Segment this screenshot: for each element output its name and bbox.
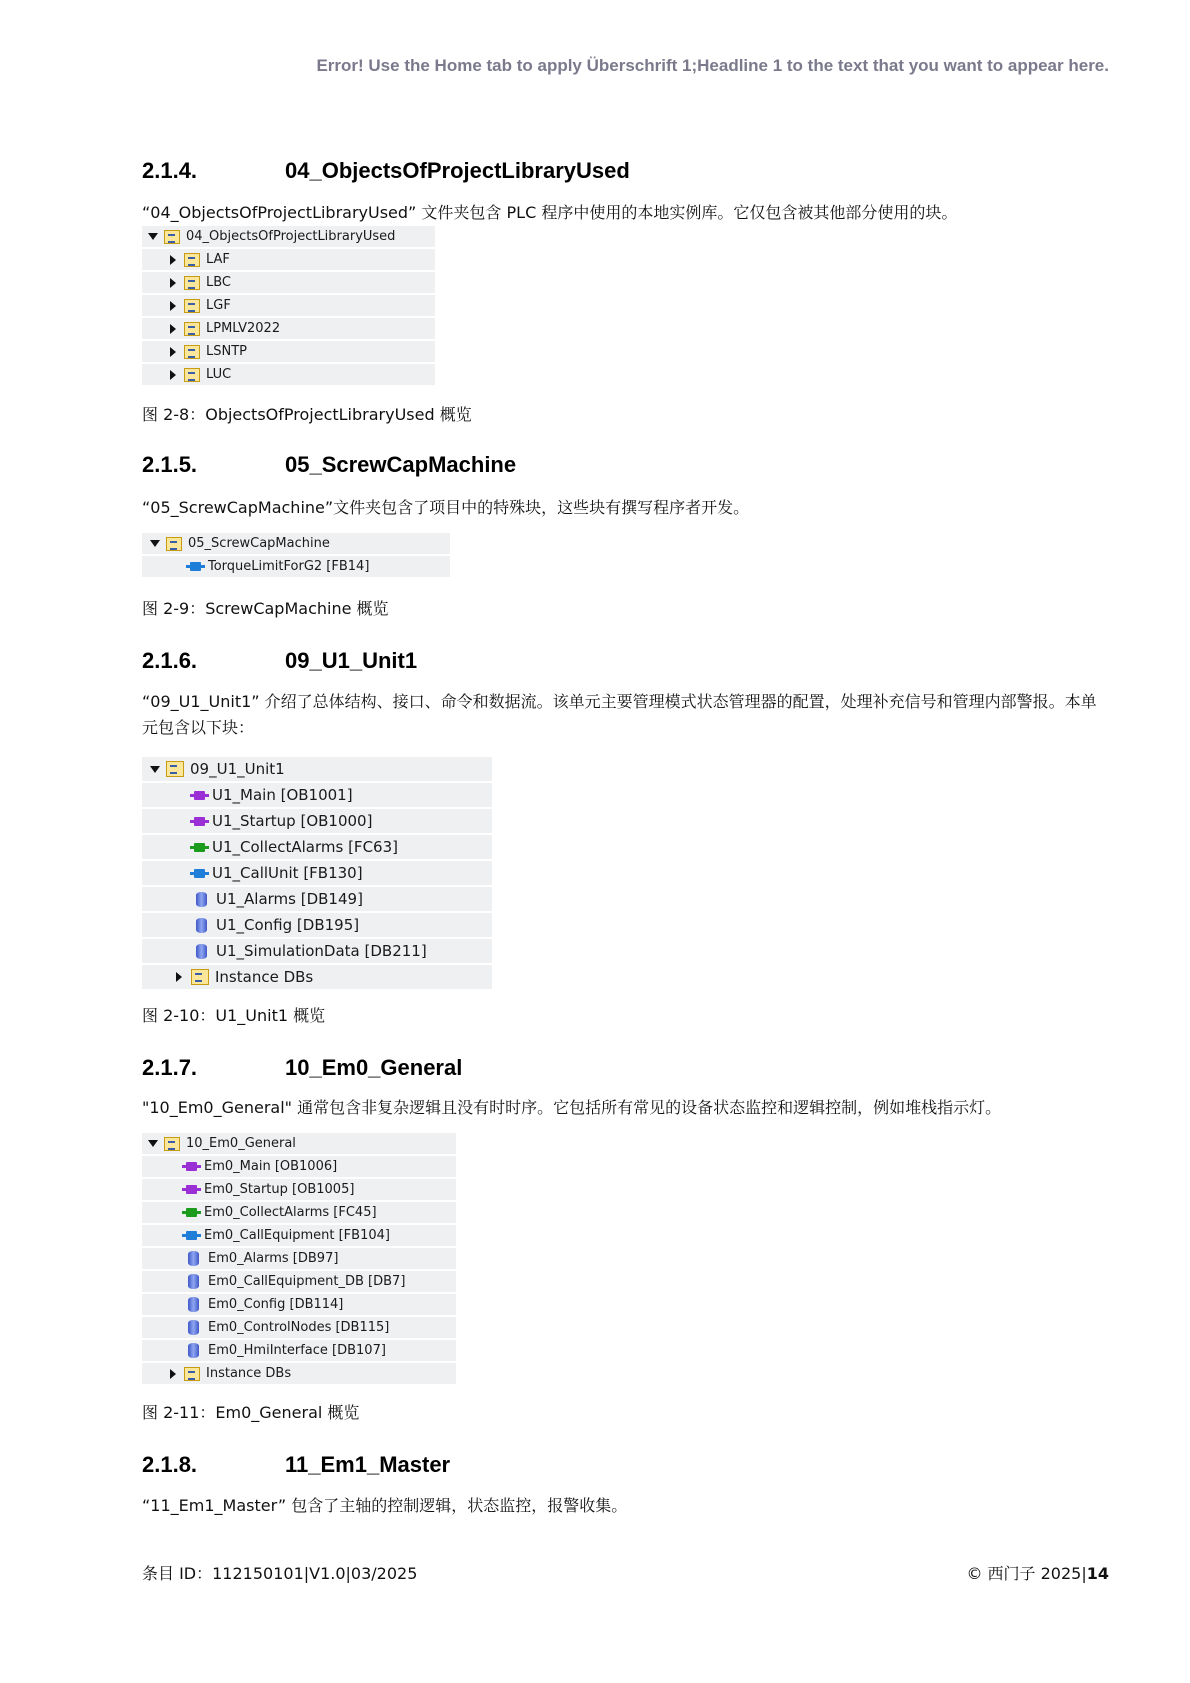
tree-row[interactable] [142, 1156, 456, 1179]
folder-icon [184, 253, 200, 267]
expand-arrow-icon[interactable] [170, 324, 176, 334]
tree-label: Em0_Startup [OB1005] [204, 1182, 355, 1197]
tree-label: LBC [206, 275, 232, 290]
tree-label: Em0_HmiInterface [DB107] [208, 1343, 386, 1358]
figure-caption: 图 2-10：U1_Unit1 概览 [142, 1006, 326, 1025]
data-block-icon [196, 892, 207, 907]
expand-arrow-icon[interactable] [170, 278, 176, 288]
paragraph: “04_ObjectsOfProjectLibraryUsed” 文件夹包含 PLC 程序中使用的本地实例库。它仅包含被其他部分使用的块。 [142, 203, 958, 222]
tree-row[interactable] [142, 835, 492, 861]
collapse-arrow-icon[interactable] [148, 233, 158, 240]
tree-label: 04_ObjectsOfProjectLibraryUsed [186, 229, 396, 244]
tree-label: Em0_Alarms [DB97] [208, 1251, 339, 1266]
tree-label: LAF [206, 252, 230, 267]
tree-label: 05_ScrewCapMachine [188, 536, 330, 551]
expand-arrow-icon[interactable] [170, 255, 176, 265]
tree-label: U1_SimulationData [DB211] [216, 942, 427, 960]
tree-row[interactable] [142, 318, 435, 341]
tree-label: U1_CollectAlarms [FC63] [212, 838, 398, 856]
tree-row[interactable] [142, 913, 492, 939]
figure-caption: 图 2-9：ScrewCapMachine 概览 [142, 599, 389, 618]
folder-icon [164, 230, 180, 244]
data-block-icon [188, 1343, 199, 1358]
tree-label: Instance DBs [215, 968, 314, 986]
tree-row[interactable] [142, 1179, 456, 1202]
tree-row[interactable] [142, 757, 492, 783]
section-title: 11_Em1_Master [285, 1452, 451, 1477]
collapse-arrow-icon[interactable] [150, 540, 160, 547]
tree-label: TorqueLimitForG2 [FB14] [208, 559, 370, 574]
collapse-arrow-icon[interactable] [150, 766, 160, 773]
tree-row[interactable] [142, 364, 435, 387]
expand-arrow-icon[interactable] [170, 1369, 176, 1379]
expand-arrow-icon[interactable] [170, 301, 176, 311]
section-heading [142, 1055, 462, 1081]
folder-icon [184, 368, 200, 382]
tree-row[interactable] [142, 861, 492, 887]
section-number: 2.1.7. [142, 1055, 198, 1080]
tree-row[interactable] [142, 249, 435, 272]
tree-label: Em0_CallEquipment_DB [DB7] [208, 1274, 406, 1289]
folder-icon [184, 345, 200, 359]
tree-row[interactable] [142, 783, 492, 809]
function-block-icon [190, 562, 201, 571]
tree-label: Em0_CallEquipment [FB104] [204, 1228, 390, 1243]
tree-row[interactable] [142, 939, 492, 965]
footer-copyright [966, 1561, 1109, 1584]
section-title: 04_ObjectsOfProjectLibraryUsed [285, 158, 630, 183]
tree-row[interactable] [142, 1294, 456, 1317]
tree-row[interactable] [142, 809, 492, 835]
footer-entry-id: 条目 ID：112150101|V1.0|03/2025 [142, 1564, 418, 1583]
section-title: 10_Em0_General [285, 1055, 463, 1080]
section-number: 2.1.8. [142, 1452, 198, 1477]
project-tree [142, 757, 492, 991]
expand-arrow-icon[interactable] [176, 972, 182, 982]
section-number: 2.1.6. [142, 648, 198, 673]
paragraph: “11_Em1_Master” 包含了主轴的控制逻辑，状态监控，报警收集。 [142, 1496, 628, 1515]
section-number: 2.1.5. [142, 452, 198, 477]
figure-caption: 图 2-8：ObjectsOfProjectLibraryUsed 概览 [142, 405, 472, 424]
function-icon [194, 843, 205, 852]
tree-row[interactable] [142, 341, 435, 364]
tree-row[interactable] [142, 965, 492, 991]
data-block-icon [188, 1297, 199, 1312]
tree-label: 09_U1_Unit1 [190, 760, 285, 778]
expand-arrow-icon[interactable] [170, 347, 176, 357]
footer-copyright-text: © 西门子 2025| [966, 1564, 1087, 1583]
folder-icon [164, 1137, 180, 1151]
tree-row[interactable] [142, 1133, 456, 1156]
tree-label: Em0_ControlNodes [DB115] [208, 1320, 390, 1335]
tree-row[interactable] [142, 887, 492, 913]
tree-row[interactable] [142, 1225, 456, 1248]
function-icon [186, 1208, 197, 1217]
folder-icon [184, 276, 200, 290]
data-block-icon [188, 1320, 199, 1335]
tree-label: LGF [206, 298, 231, 313]
section-heading [142, 1452, 450, 1478]
tree-row[interactable] [142, 295, 435, 318]
organization-block-icon [194, 791, 205, 800]
tree-row[interactable] [142, 1317, 456, 1340]
expand-arrow-icon[interactable] [170, 370, 176, 380]
tree-row[interactable] [142, 1248, 456, 1271]
project-tree [142, 533, 450, 579]
data-block-icon [188, 1251, 199, 1266]
tree-label: U1_Config [DB195] [216, 916, 360, 934]
folder-icon [191, 969, 209, 985]
data-block-icon [196, 944, 207, 959]
data-block-icon [196, 918, 207, 933]
tree-label: LSNTP [206, 344, 247, 359]
paragraph: “05_ScrewCapMachine”文件夹包含了项目中的特殊块，这些块有撰写程序者开发。 [142, 498, 750, 517]
paragraph: "10_Em0_General" 通常包含非复杂逻辑且没有时时序。它包括所有常见的设备状态监控和逻辑控制，例如堆栈指示灯。 [142, 1098, 1002, 1117]
folder-icon [166, 761, 184, 777]
paragraph: “09_U1_Unit1” 介绍了总体结构、接口、命令和数据流。该单元主要管理模式状态管理器的配置，处理补充信号和管理内部警报。本单元包含以下块： [142, 692, 1097, 737]
organization-block-icon [194, 817, 205, 826]
data-block-icon [188, 1274, 199, 1289]
tree-label: Em0_CollectAlarms [FC45] [204, 1205, 377, 1220]
tree-row[interactable] [142, 1340, 456, 1363]
tree-label: 10_Em0_General [186, 1136, 296, 1151]
tree-row[interactable] [142, 533, 450, 556]
tree-row[interactable] [142, 556, 450, 579]
tree-label: U1_Alarms [DB149] [216, 890, 363, 908]
organization-block-icon [186, 1162, 197, 1171]
section-title: 05_ScrewCapMachine [285, 452, 517, 477]
project-tree [142, 1133, 456, 1386]
page-number: 14 [1086, 1564, 1109, 1583]
tree-row[interactable] [142, 1363, 456, 1386]
tree-label: Em0_Main [OB1006] [204, 1159, 338, 1174]
tree-label: U1_Main [OB1001] [212, 786, 353, 804]
project-tree [142, 226, 435, 387]
section-heading [142, 452, 516, 478]
folder-icon [184, 1367, 200, 1381]
section-heading [142, 648, 417, 674]
folder-icon [184, 299, 200, 313]
tree-label: LPMLV2022 [206, 321, 281, 336]
tree-label: U1_CallUnit [FB130] [212, 864, 363, 882]
section-heading [142, 158, 630, 184]
folder-icon [166, 537, 182, 551]
folder-icon [184, 322, 200, 336]
tree-row[interactable] [142, 226, 435, 249]
tree-label: Instance DBs [206, 1366, 292, 1381]
section-title: 09_U1_Unit1 [285, 648, 418, 673]
section-number: 2.1.4. [142, 158, 198, 183]
tree-row[interactable] [142, 272, 435, 295]
tree-row[interactable] [142, 1271, 456, 1294]
function-block-icon [186, 1231, 197, 1240]
organization-block-icon [186, 1185, 197, 1194]
tree-label: U1_Startup [OB1000] [212, 812, 373, 830]
tree-label: Em0_Config [DB114] [208, 1297, 344, 1312]
tree-label: LUC [206, 367, 232, 382]
function-block-icon [194, 869, 205, 878]
figure-caption: 图 2-11：Em0_General 概览 [142, 1403, 360, 1422]
page-header: Error! Use the Home tab to apply Überschrift 1;Headline 1 to the text that you want to appear here. [316, 56, 1109, 75]
tree-row[interactable] [142, 1202, 456, 1225]
collapse-arrow-icon[interactable] [148, 1140, 158, 1147]
